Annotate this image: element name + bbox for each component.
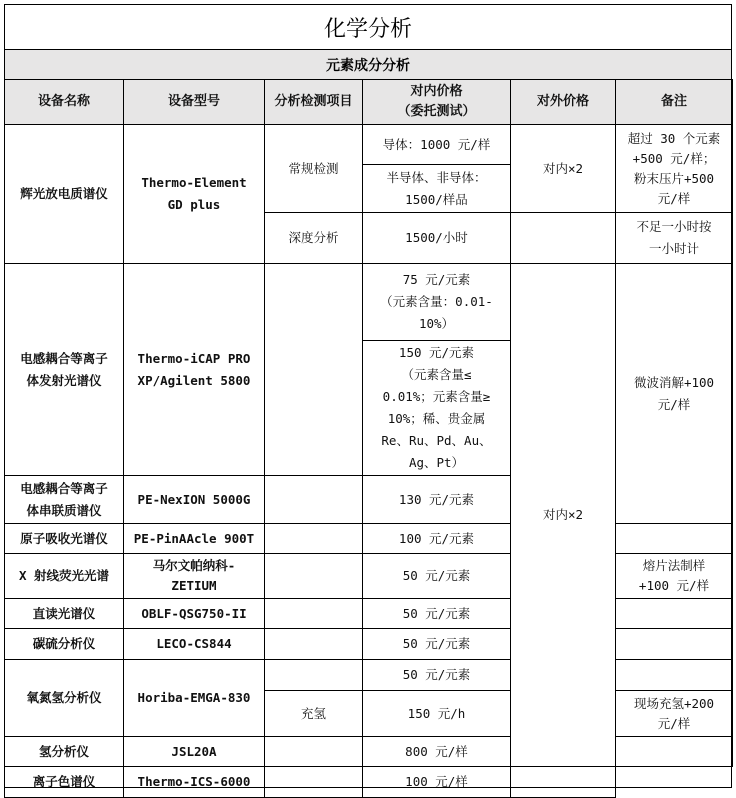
note-empty	[616, 660, 733, 691]
internal-price: 150 元/h	[363, 691, 511, 737]
test-item-empty	[265, 524, 363, 554]
internal-price: 75 元/元素 （元素含量：0.01- 10%）	[363, 264, 511, 341]
external-price-empty	[511, 213, 616, 264]
note: 现场充氢+200 元/样	[616, 691, 733, 737]
internal-price: 1500/小时	[363, 213, 511, 264]
header-row	[5, 80, 733, 125]
table-row	[5, 554, 733, 599]
page-title: 化学分析	[4, 4, 732, 49]
header-note: 备注	[616, 80, 733, 125]
internal-price: 100 元/样	[363, 767, 511, 798]
internal-price: 半导体、非导体： 1500/样品	[363, 165, 511, 213]
test-item: 常规检测	[265, 125, 363, 213]
test-item-empty	[265, 264, 363, 476]
table-row	[5, 767, 733, 798]
test-item: 充氢	[265, 691, 363, 737]
device-name: 辉光放电质谱仪	[5, 125, 124, 264]
device-name: 氢分析仪	[5, 737, 124, 767]
test-item-empty	[265, 554, 363, 599]
note: 不足一小时按 一小时计	[616, 213, 733, 264]
table-row	[5, 524, 733, 554]
device-model: LECO-CS844	[124, 629, 265, 660]
header-external-price: 对外价格	[511, 80, 616, 125]
device-name: 碳硫分析仪	[5, 629, 124, 660]
device-name: 氧氮氢分析仪	[5, 660, 124, 737]
note: 微波消解+100 元/样	[616, 264, 733, 524]
note-empty	[511, 767, 616, 798]
device-name: 原子吸收光谱仪	[5, 524, 124, 554]
table-row	[5, 629, 733, 660]
test-item-empty	[265, 476, 363, 524]
note-empty	[616, 524, 733, 554]
table-row	[5, 599, 733, 629]
table-row	[5, 660, 733, 691]
device-model: Thermo-iCAP PRO XP/Agilent 5800	[124, 264, 265, 476]
internal-price: 130 元/元素	[363, 476, 511, 524]
internal-price: 50 元/元素	[363, 629, 511, 660]
header-test-item: 分析检测项目	[265, 80, 363, 125]
table-row	[5, 264, 733, 341]
external-price: 对内×2	[511, 125, 616, 213]
internal-price: 50 元/元素	[363, 554, 511, 599]
note-empty	[616, 737, 733, 767]
note: 超过 30 个元素 +500 元/样； 粉末压片+500 元/样	[616, 125, 733, 213]
test-item-empty	[265, 737, 363, 767]
note: 熔片法制样 +100 元/样	[616, 554, 733, 599]
device-name: 电感耦合等离子 体串联质谱仪	[5, 476, 124, 524]
test-item-empty	[265, 767, 363, 798]
test-item-empty	[265, 599, 363, 629]
device-model: 马尔文帕纳科- ZETIUM	[124, 554, 265, 599]
internal-price: 50 元/元素	[363, 599, 511, 629]
header-internal-price: 对内价格 （委托测试）	[363, 80, 511, 125]
internal-price: 导体：1000 元/样	[363, 125, 511, 165]
device-model: OBLF-QSG750-II	[124, 599, 265, 629]
device-model: Thermo-Element GD plus	[124, 125, 265, 264]
internal-price: 50 元/元素	[363, 660, 511, 691]
table-row	[5, 737, 733, 767]
device-model: PE-PinAAcle 900T	[124, 524, 265, 554]
section-title: 元素成分分析	[4, 49, 732, 79]
device-model: Thermo-ICS-6000	[124, 767, 265, 798]
header-device-model: 设备型号	[124, 80, 265, 125]
internal-price: 100 元/元素	[363, 524, 511, 554]
note-empty	[616, 629, 733, 660]
table-row	[5, 125, 733, 165]
internal-price: 800 元/样	[363, 737, 511, 767]
device-name: 电感耦合等离子 体发射光谱仪	[5, 264, 124, 476]
device-model: JSL20A	[124, 737, 265, 767]
device-name: 直读光谱仪	[5, 599, 124, 629]
device-name: X 射线荧光光谱	[5, 554, 124, 599]
internal-price: 150 元/元素 （元素含量≤ 0.01%；元素含量≥ 10%；稀、贵金属 Re、Ru、Pd、Au、 Ag、Pt）	[363, 341, 511, 476]
device-model: Horiba-EMGA-830	[124, 660, 265, 737]
price-table	[4, 79, 733, 798]
test-item-empty	[265, 629, 363, 660]
external-price: 对内×2	[511, 264, 616, 767]
test-item: 深度分析	[265, 213, 363, 264]
note-empty	[616, 599, 733, 629]
test-item-empty	[265, 660, 363, 691]
device-model: PE-NexION 5000G	[124, 476, 265, 524]
device-name: 离子色谱仪	[5, 767, 124, 798]
header-device-name: 设备名称	[5, 80, 124, 125]
